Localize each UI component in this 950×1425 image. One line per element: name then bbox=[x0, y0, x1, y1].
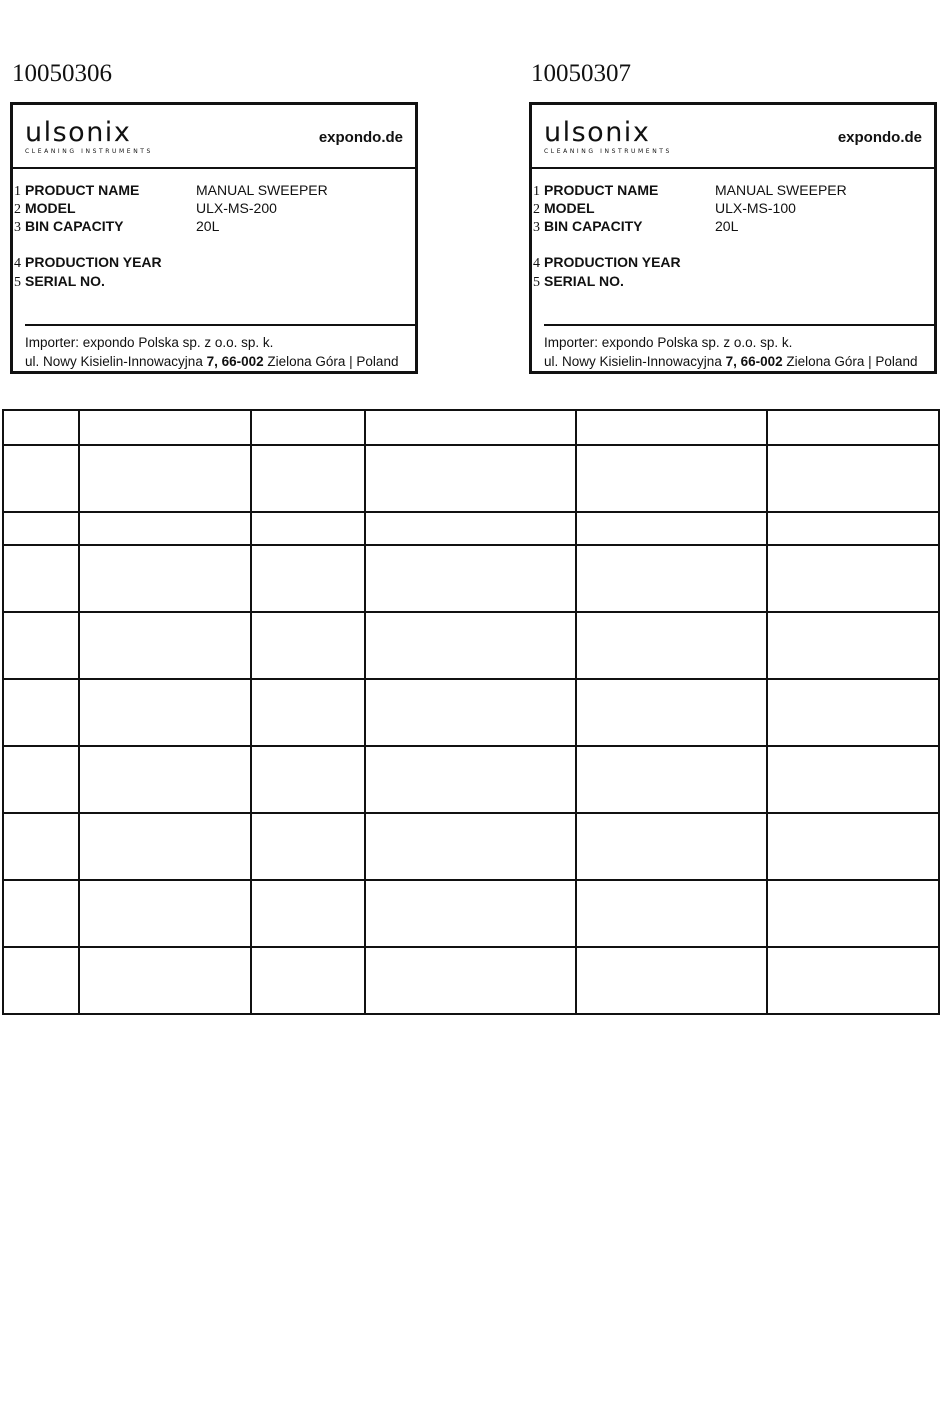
grid-cell bbox=[3, 880, 79, 947]
grid-cell bbox=[79, 813, 251, 880]
divider bbox=[544, 324, 934, 326]
grid-cell bbox=[365, 813, 576, 880]
grid-row bbox=[3, 410, 939, 445]
address-city: Zielona Góra | Poland bbox=[782, 354, 918, 369]
grid-cell bbox=[365, 947, 576, 1014]
field-number: 1 bbox=[533, 184, 540, 199]
grid-cell bbox=[767, 410, 939, 445]
field-value: MANUAL SWEEPER bbox=[196, 182, 328, 198]
field-value: ULX-MS-200 bbox=[196, 200, 277, 216]
grid-row bbox=[3, 813, 939, 880]
field-number: 1 bbox=[14, 184, 21, 199]
grid-cell bbox=[767, 612, 939, 679]
importer-line-2 bbox=[544, 352, 917, 371]
divider bbox=[13, 167, 415, 169]
grid-cell bbox=[767, 813, 939, 880]
grid-row bbox=[3, 947, 939, 1014]
field-value: 20L bbox=[196, 218, 220, 234]
field-number: 4 bbox=[533, 256, 540, 271]
grid-row bbox=[3, 545, 939, 612]
address-number: 7, 66-002 bbox=[206, 354, 264, 369]
field-key: SERIAL NO. bbox=[25, 273, 105, 289]
grid-cell bbox=[251, 445, 365, 512]
grid-cell bbox=[365, 746, 576, 813]
grid-cell bbox=[79, 445, 251, 512]
grid-cell bbox=[365, 880, 576, 947]
grid-cell bbox=[79, 746, 251, 813]
address-street: ul. Nowy Kisielin-Innowacyjna bbox=[25, 354, 207, 369]
grid-cell bbox=[767, 679, 939, 746]
field-number: 3 bbox=[533, 220, 540, 235]
grid-cell bbox=[251, 880, 365, 947]
grid-cell bbox=[767, 545, 939, 612]
grid-cell bbox=[576, 947, 767, 1014]
brand-logo bbox=[25, 118, 153, 156]
field-key: BIN CAPACITY bbox=[544, 218, 643, 234]
grid-cell bbox=[365, 679, 576, 746]
importer-info bbox=[25, 333, 398, 371]
rating-label-right bbox=[529, 102, 937, 374]
grid-cell bbox=[576, 746, 767, 813]
grid-row bbox=[3, 612, 939, 679]
site-name: expondo.de bbox=[318, 129, 403, 146]
grid-cell bbox=[79, 612, 251, 679]
grid-body bbox=[3, 410, 939, 1014]
grid-cell bbox=[576, 679, 767, 746]
article-number-right: 10050307 bbox=[531, 60, 631, 87]
grid-cell bbox=[79, 545, 251, 612]
brand-name: ulsonix bbox=[25, 117, 132, 148]
address-street: ul. Nowy Kisielin-Innowacyjna bbox=[544, 354, 726, 369]
grid-cell bbox=[79, 947, 251, 1014]
grid-cell bbox=[576, 880, 767, 947]
article-number-left: 10050306 bbox=[12, 60, 112, 87]
field-key: PRODUCTION YEAR bbox=[544, 254, 681, 270]
field-value: MANUAL SWEEPER bbox=[715, 182, 847, 198]
rating-label-left bbox=[10, 102, 418, 374]
field-key: PRODUCT NAME bbox=[25, 182, 140, 198]
grid-cell bbox=[576, 445, 767, 512]
field-number: 2 bbox=[533, 202, 540, 217]
site-name: expondo.de bbox=[837, 129, 922, 146]
importer-line-2 bbox=[25, 352, 398, 371]
field-number: 2 bbox=[14, 202, 21, 217]
field-key: PRODUCTION YEAR bbox=[25, 254, 162, 270]
grid-cell bbox=[365, 410, 576, 445]
empty-grid-table bbox=[2, 409, 940, 1015]
grid-cell bbox=[365, 512, 576, 545]
grid-row bbox=[3, 445, 939, 512]
grid-cell bbox=[251, 679, 365, 746]
grid-cell bbox=[576, 512, 767, 545]
grid-cell bbox=[767, 947, 939, 1014]
grid-row bbox=[3, 746, 939, 813]
grid-cell bbox=[576, 545, 767, 612]
grid-cell bbox=[767, 512, 939, 545]
grid-cell bbox=[251, 746, 365, 813]
importer-line-1: Importer: expondo Polska sp. z o.o. sp. k. bbox=[544, 335, 793, 350]
grid-cell bbox=[365, 445, 576, 512]
field-key: SERIAL NO. bbox=[544, 273, 624, 289]
grid-cell bbox=[251, 410, 365, 445]
grid-cell bbox=[251, 947, 365, 1014]
grid-cell bbox=[3, 512, 79, 545]
grid-cell bbox=[767, 880, 939, 947]
grid-row bbox=[3, 880, 939, 947]
grid-cell bbox=[79, 410, 251, 445]
grid-cell bbox=[251, 612, 365, 679]
address-city: Zielona Góra | Poland bbox=[263, 354, 399, 369]
grid-cell bbox=[576, 813, 767, 880]
grid-cell bbox=[251, 813, 365, 880]
grid-cell bbox=[365, 545, 576, 612]
grid-cell bbox=[3, 947, 79, 1014]
grid-row bbox=[3, 512, 939, 545]
grid-cell bbox=[251, 512, 365, 545]
grid-cell bbox=[3, 445, 79, 512]
field-value: 20L bbox=[715, 218, 739, 234]
grid-cell bbox=[576, 612, 767, 679]
field-value: ULX-MS-100 bbox=[715, 200, 796, 216]
grid-cell bbox=[3, 612, 79, 679]
field-key: MODEL bbox=[25, 200, 76, 216]
brand-logo bbox=[544, 118, 672, 156]
field-number: 5 bbox=[14, 275, 21, 290]
grid-cell bbox=[3, 410, 79, 445]
brand-name: ulsonix bbox=[544, 117, 651, 148]
field-key: PRODUCT NAME bbox=[544, 182, 659, 198]
grid-cell bbox=[767, 746, 939, 813]
field-number: 3 bbox=[14, 220, 21, 235]
divider bbox=[25, 324, 415, 326]
grid-cell bbox=[79, 880, 251, 947]
importer-line-1: Importer: expondo Polska sp. z o.o. sp. k. bbox=[25, 335, 274, 350]
grid-cell bbox=[576, 410, 767, 445]
grid-cell bbox=[3, 679, 79, 746]
grid-cell bbox=[251, 545, 365, 612]
grid-cell bbox=[79, 512, 251, 545]
field-number: 5 bbox=[533, 275, 540, 290]
grid-cell bbox=[3, 813, 79, 880]
field-key: BIN CAPACITY bbox=[25, 218, 124, 234]
field-number: 4 bbox=[14, 256, 21, 271]
address-number: 7, 66-002 bbox=[725, 354, 783, 369]
field-key: MODEL bbox=[544, 200, 595, 216]
importer-info bbox=[544, 333, 917, 371]
grid-cell bbox=[3, 545, 79, 612]
grid-row bbox=[3, 679, 939, 746]
grid-cell bbox=[767, 445, 939, 512]
brand-tagline: CLEANING INSTRUMENTS bbox=[25, 148, 153, 155]
divider bbox=[532, 167, 934, 169]
grid-cell bbox=[3, 746, 79, 813]
grid-cell bbox=[79, 679, 251, 746]
brand-tagline: CLEANING INSTRUMENTS bbox=[544, 148, 672, 155]
grid-cell bbox=[365, 612, 576, 679]
